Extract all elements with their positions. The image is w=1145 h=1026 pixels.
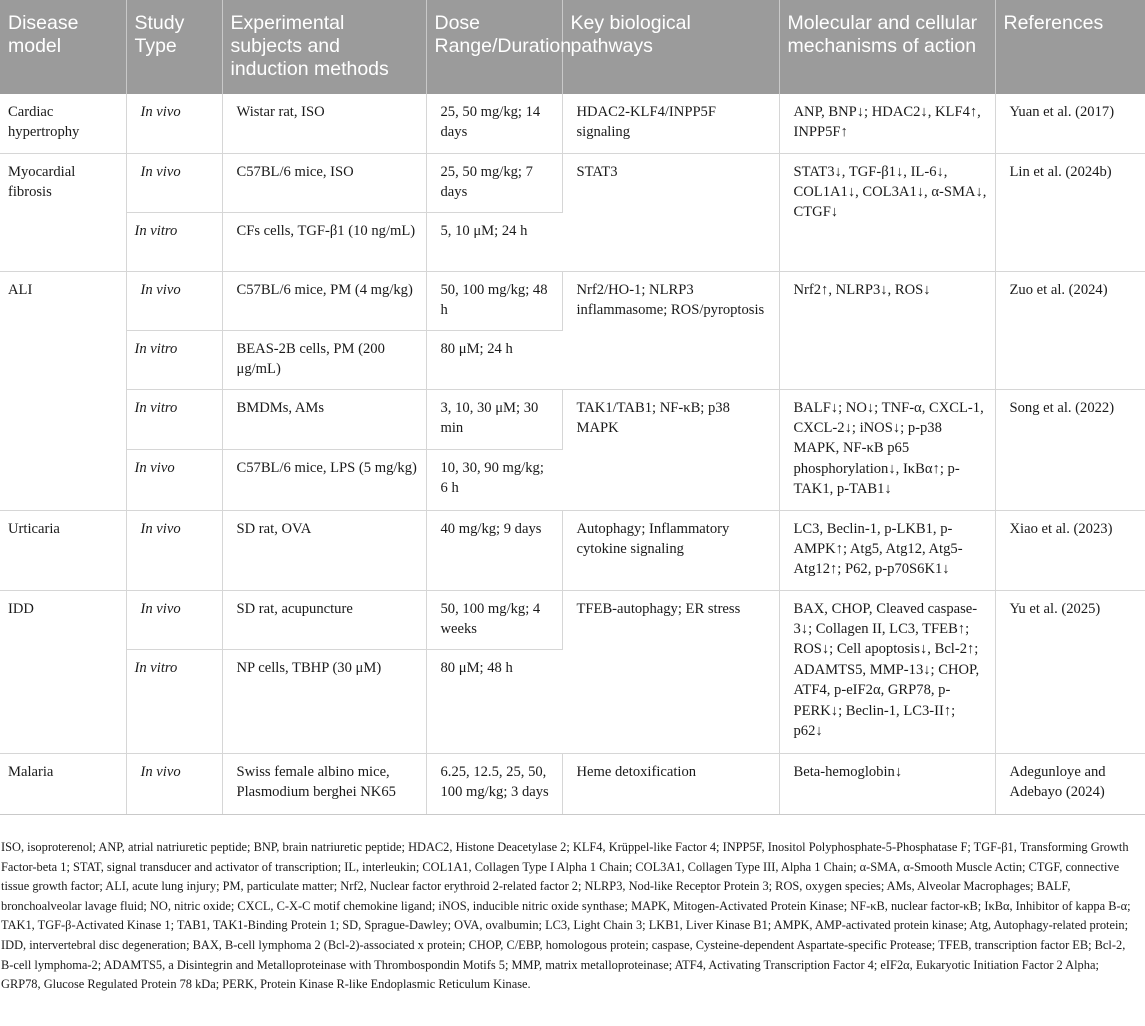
dose-cell: 10, 30, 90 mg/kg; 6 h (426, 449, 562, 510)
header-dose-range: Dose Range/Duration (426, 0, 562, 94)
header-key-pathways: Key biological pathways (562, 0, 779, 94)
header-experimental-subjects: Experimental subjects and induction methods (222, 0, 426, 94)
table-row (0, 753, 1145, 814)
header-study-type: Study Type (126, 0, 222, 94)
study-type-cell: In vitro (126, 212, 222, 271)
dose-cell: 5, 10 μM; 24 h (426, 212, 562, 271)
pathway-cell: HDAC2-KLF4/INPP5F signaling (562, 94, 779, 153)
header-disease-model: Disease model (0, 0, 126, 94)
study-type-cell: In vivo (126, 271, 222, 330)
table-row (0, 153, 1145, 212)
table-footnote: ISO, isoproterenol; ANP, atrial natriuretic peptide; BNP, brain natriuretic peptide; HDAC2, Histone Deacetylase 2; KLF4, Krüppel-like Factor 4; INPP5F, Inositol Polyphosphate-5-Phosphatase F; TGF-β1, Transforming Growth Factor-beta 1; STAT, signal transducer and activator of transcription; IL, interleukin; COL1A1, Collagen Type I Alpha 1 Chain; COL3A1, Collagen Type III, Alpha 1 Chain; α-SMA, α-Smooth Muscle Actin; CTGF, connective tissue growth factor; ALI, acute lung injury; PM, particulate matter; Nrf2, Nuclear factor erythroid 2-related factor 2; NLRP3, Nod-like Receptor Protein 3; ROS, oxygen species; AMs, Alveolar Macrophages; BALF, bronchoalveolar lavage fluid; NO, nitric oxide; CXCL, C-X-C motif chemokine ligand; iNOS, inducible nitric oxide synthase; MAPK, Mitogen-Activated Protein Kinase; NF-κB, nuclear factor-κB; IκBα, Inhibitor of kappa B-α; TAK1, TGF-β-Activated Kinase 1; TAB1, TAK1-Binding Protein 1; SD, Sprague-Dawley; OVA, ovalbumin; LC3, Light Chain 3; LKB1, Liver Kinase B1; AMPK, AMP-activated protein kinase; Atg, Autophagy-related protein; IDD, intervertebral disc degeneration; BAX, B-cell lymphoma 2 (Bcl-2)-associated x protein; CHOP, C/EBP, homologous protein; caspase, Cysteine-dependent Aspartate-specific Protease; TFEB, transcription factor EB; Bcl-2, B-cell lymphoma-2; ADAMTS5, a Disintegrin and Metalloproteinase with Thrombospondin Motifs 5; MMP, matrix metalloproteinase; ATF4, Activating Transcription Factor 4; eIF2α, Eukaryotic Initiation Factor 2 Alpha; GRP78, Glucose Regulated Protein 78 kDa; PERK, Protein Kinase R-like Endoplasmic Reticulum Kinase. (1, 840, 1131, 992)
subjects-cell: SD rat, OVA (222, 510, 426, 590)
dose-cell: 80 μM; 24 h (426, 330, 562, 389)
subjects-cell: C57BL/6 mice, LPS (5 mg/kg) (222, 449, 426, 510)
pathway-cell: STAT3 (562, 153, 779, 271)
pathway-cell: TAK1/TAB1; NF-κB; p38 MAPK (562, 389, 779, 510)
subjects-cell: Swiss female albino mice, Plasmodium berghei NK65 (222, 753, 426, 814)
study-type-cell: In vitro (126, 389, 222, 449)
dose-cell: 25, 50 mg/kg; 14 days (426, 94, 562, 153)
study-type-cell: In vivo (126, 94, 222, 153)
dose-cell: 3, 10, 30 μM; 30 min (426, 389, 562, 449)
table-body (0, 94, 1145, 814)
dose-cell: 6.25, 12.5, 25, 50, 100 mg/kg; 3 days (426, 753, 562, 814)
header-mechanisms: Molecular and cellular mechanisms of action (779, 0, 995, 94)
mechanism-cell: STAT3↓, TGF-β1↓, IL-6↓, COL1A1↓, COL3A1↓, α-SMA↓, CTGF↓ (779, 153, 995, 271)
subjects-cell: Wistar rat, ISO (222, 94, 426, 153)
pathway-cell: Nrf2/HO-1; NLRP3 inflammasome; ROS/pyroptosis (562, 271, 779, 389)
table-row (0, 389, 1145, 449)
table-header (0, 0, 1145, 94)
mechanism-cell: Nrf2↑, NLRP3↓, ROS↓ (779, 271, 995, 389)
dose-cell: 80 μM; 48 h (426, 649, 562, 753)
study-type-cell: In vivo (126, 590, 222, 649)
mechanism-cell: BALF↓; NO↓; TNF-α, CXCL-1, CXCL-2↓; iNOS↓; p-p38 MAPK, NF-κB p65 phosphorylation↓, IκBα↑; p-TAK1, p-TAB1↓ (779, 389, 995, 510)
pathway-cell: Autophagy; Inflammatory cytokine signaling (562, 510, 779, 590)
subjects-cell: SD rat, acupuncture (222, 590, 426, 649)
study-type-cell: In vitro (126, 649, 222, 753)
reference-cell: Yuan et al. (2017) (995, 94, 1145, 153)
disease-cell: Urticaria (0, 510, 126, 590)
disease-cell: IDD (0, 590, 126, 753)
table-row (0, 590, 1145, 649)
table-row (0, 271, 1145, 330)
mechanism-cell: Beta-hemoglobin↓ (779, 753, 995, 814)
disease-cell: Cardiac hypertrophy (0, 94, 126, 153)
pathway-cell: Heme detoxification (562, 753, 779, 814)
dose-cell: 50, 100 mg/kg; 4 weeks (426, 590, 562, 649)
study-type-cell: In vivo (126, 449, 222, 510)
subjects-cell: BEAS-2B cells, PM (200 μg/mL) (222, 330, 426, 389)
reference-cell: Zuo et al. (2024) (995, 271, 1145, 389)
table-row (0, 510, 1145, 590)
subjects-cell: BMDMs, AMs (222, 389, 426, 449)
mechanism-cell: LC3, Beclin-1, p-LKB1, p-AMPK↑; Atg5, Atg12, Atg5-Atg12↑; P62, p-p70S6K1↓ (779, 510, 995, 590)
study-type-cell: In vivo (126, 510, 222, 590)
disease-cell: ALI (0, 271, 126, 510)
dose-cell: 40 mg/kg; 9 days (426, 510, 562, 590)
disease-cell: Myocardial fibrosis (0, 153, 126, 271)
reference-cell: Adegunloye and Adebayo (2024) (995, 753, 1145, 814)
header-references: References (995, 0, 1145, 94)
reference-cell: Lin et al. (2024b) (995, 153, 1145, 271)
subjects-cell: C57BL/6 mice, ISO (222, 153, 426, 212)
reference-cell: Xiao et al. (2023) (995, 510, 1145, 590)
study-type-cell: In vitro (126, 330, 222, 389)
dose-cell: 50, 100 mg/kg; 48 h (426, 271, 562, 330)
subjects-cell: NP cells, TBHP (30 μM) (222, 649, 426, 753)
pathway-cell: TFEB-autophagy; ER stress (562, 590, 779, 753)
subjects-cell: C57BL/6 mice, PM (4 mg/kg) (222, 271, 426, 330)
table-row (0, 94, 1145, 153)
dose-cell: 25, 50 mg/kg; 7 days (426, 153, 562, 212)
header-row (0, 0, 1145, 94)
subjects-cell: CFs cells, TGF-β1 (10 ng/mL) (222, 212, 426, 271)
mechanism-cell: BAX, CHOP, Cleaved caspase-3↓; Collagen II, LC3, TFEB↑; ROS↓; Cell apoptosis↓, Bcl-2↑; ADAMTS5, MMP-13↓; CHOP, ATF4, p-eIF2α, GRP78, p-PERK↓; Beclin-1, LC3-II↑; p62↓ (779, 590, 995, 753)
disease-cell: Malaria (0, 753, 126, 814)
mechanism-cell: ANP, BNP↓; HDAC2↓, KLF4↑, INPP5F↑ (779, 94, 995, 153)
reference-cell: Song et al. (2022) (995, 389, 1145, 510)
study-type-cell: In vivo (126, 753, 222, 814)
study-type-cell: In vivo (126, 153, 222, 212)
reference-cell: Yu et al. (2025) (995, 590, 1145, 753)
